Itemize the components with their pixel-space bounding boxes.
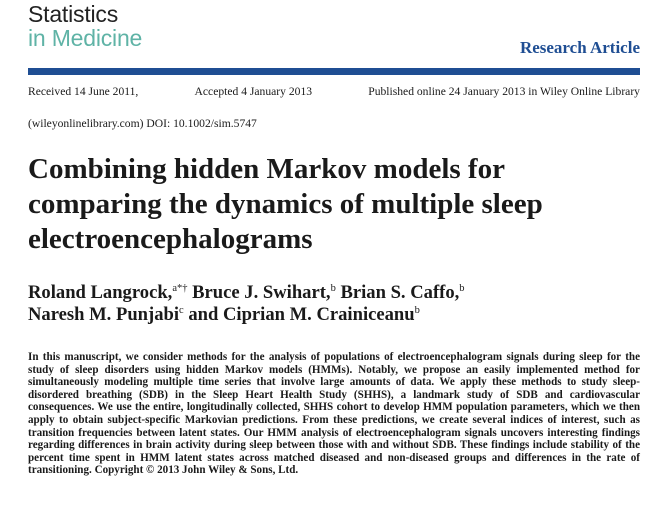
- author-name: and Ciprian M. Crainiceanu: [188, 304, 415, 325]
- author-affiliation: b: [459, 283, 465, 294]
- author: [192, 282, 336, 303]
- published-date: Published online 24 January 2013 in Wiley Online Library: [368, 85, 640, 98]
- article-type-label: Research Article: [519, 38, 640, 57]
- paper-title: Combining hidden Markov models for comparing the dynamics of multiple sleep electroencephalograms: [28, 153, 543, 255]
- journal-name-line2: in Medicine: [28, 25, 143, 51]
- publication-dates: [28, 85, 640, 98]
- accepted-date: Accepted 4 January 2013: [194, 85, 313, 98]
- author-affiliation: c: [179, 305, 184, 316]
- author: [340, 282, 464, 303]
- author-name: Naresh M. Punjabi: [28, 304, 180, 325]
- author-affiliation: a*†: [172, 283, 188, 294]
- author-name: Bruce J. Swihart,: [192, 282, 331, 303]
- abstract: In this manuscript, we consider methods for the analysis of populations of electroencephalogram signals during sleep for the study of sleep disorders using hidden Markov models (HMMs). Notably, we propose an easily implemented method for simultaneously modeling multiple time series that involve large amounts of data. We apply these methods to study sleep-disordered breathing (SDB) in the Sleep Heart Health Study (SHHS), a landmark study of SDB and cardiovascular consequences. We use the entire, longitudinally collected, SHHS cohort to develop HMM population parameters, which we then apply to obtain subject-specific Markovian predictions. From these predictions, we create several indices of interest, such as transition frequencies between latent states. Our HMM analysis of electroencephalogram signals uncovers interesting findings regarding differences in brain activity during sleep between those with and without SDB. These findings include stability of the percent time spent in HMM latent states across matched diseased and non-diseased groups and differences in the rate of transitioning. Copyright © 2013 John Wiley & Sons, Ltd.: [28, 351, 640, 477]
- author: [188, 304, 420, 325]
- journal-name-line1: Statistics: [28, 1, 119, 27]
- received-date: Received 14 June 2011,: [28, 85, 139, 98]
- author: [28, 304, 184, 325]
- author: [28, 282, 187, 303]
- author-affiliation: b: [330, 283, 336, 294]
- author-name: Roland Langrock,: [28, 282, 173, 303]
- journal-logo: [28, 2, 142, 50]
- header-divider: [28, 68, 640, 75]
- author-affiliation: b: [414, 305, 420, 316]
- author-name: Brian S. Caffo,: [340, 282, 460, 303]
- doi-line: (wileyonlinelibrary.com) DOI: 10.1002/sim.5747: [28, 117, 257, 130]
- author-list: [28, 282, 638, 326]
